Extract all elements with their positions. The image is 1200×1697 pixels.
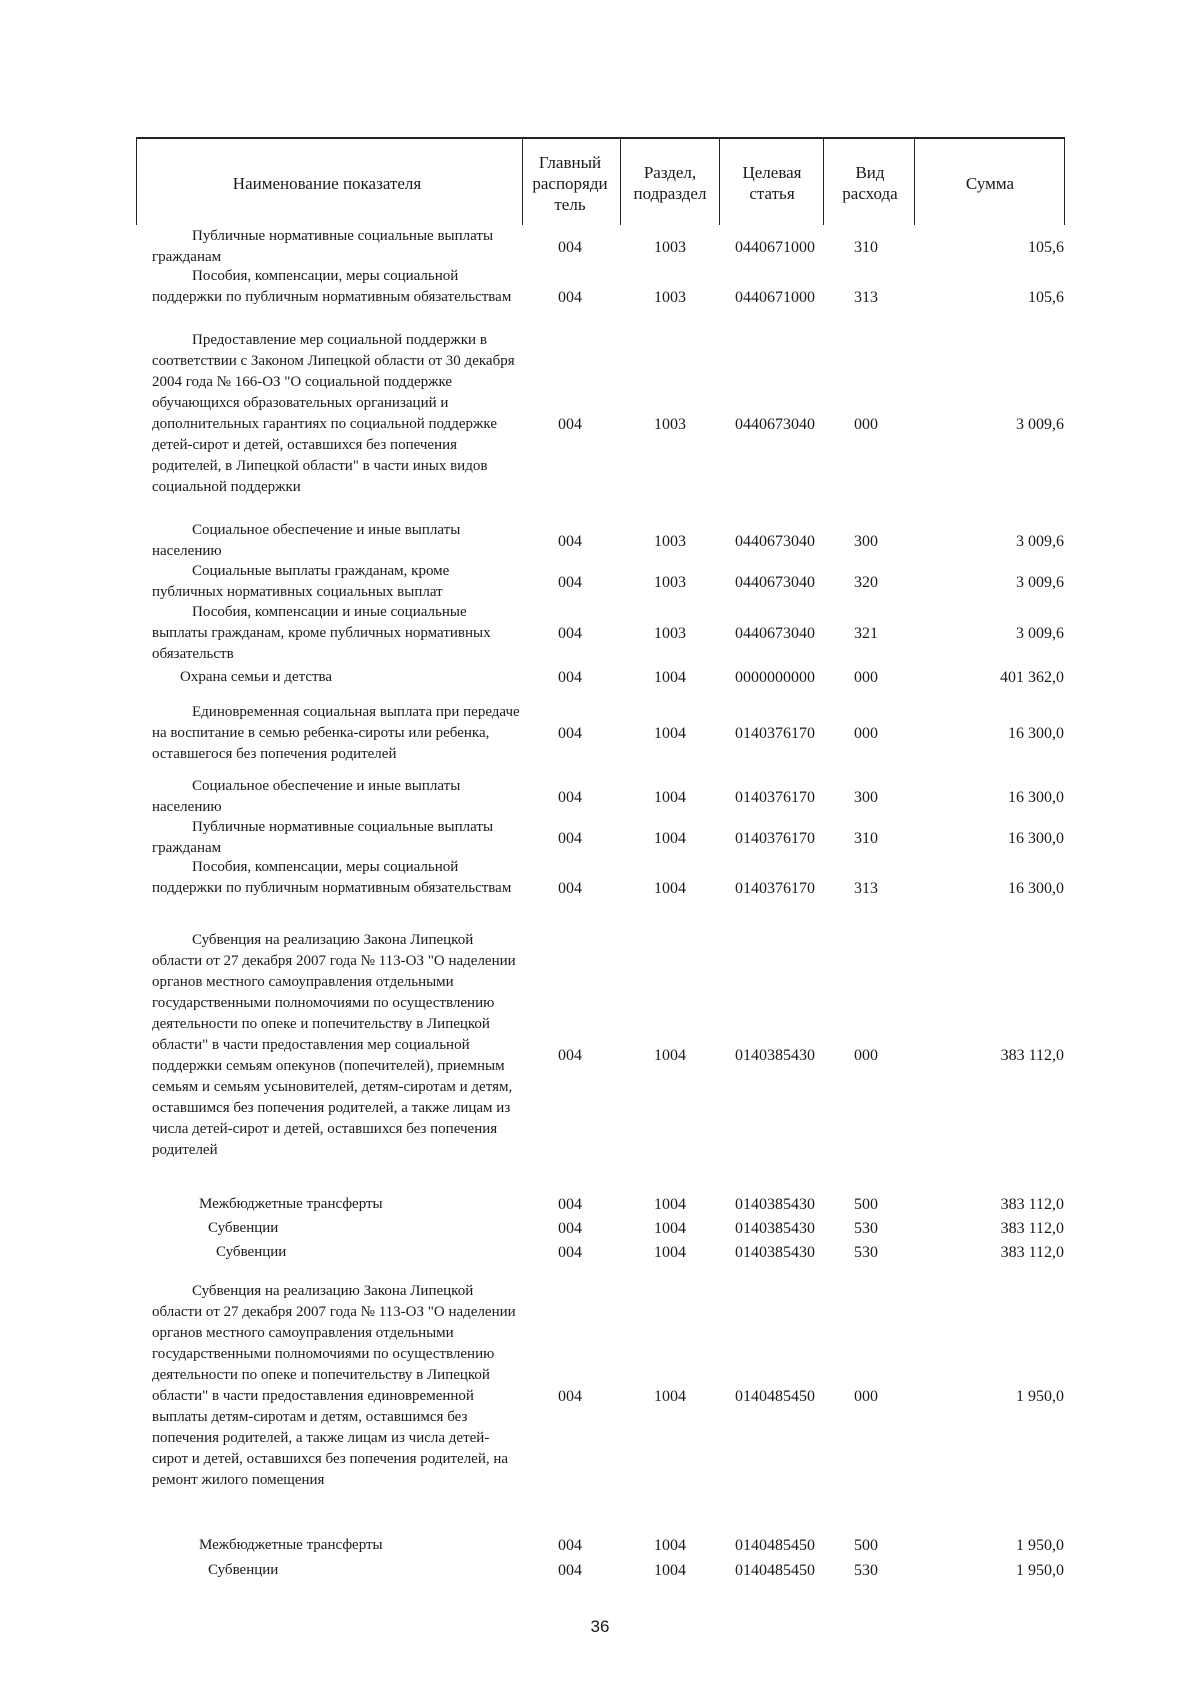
row-razdel: 1003 <box>654 574 686 591</box>
row-glavny: 004 <box>558 1562 582 1579</box>
row-summa: 383 112,0 <box>1000 1220 1064 1237</box>
row-razdel: 1004 <box>654 1220 686 1237</box>
row-vid: 530 <box>854 1220 878 1237</box>
row-summa: 105,6 <box>1028 289 1064 306</box>
row-name: Социальное обеспечение и иные выплаты населению <box>152 522 461 559</box>
row-glavny: 004 <box>558 1047 582 1064</box>
table-row <box>0 702 1200 765</box>
row-summa: 16 300,0 <box>1008 725 1064 742</box>
row-razdel: 1004 <box>654 1047 686 1064</box>
row-name: Социальные выплаты гражданам, кроме публичных нормативных социальных выплат <box>152 563 450 600</box>
row-name: Субвенция на реализацию Закона Липецкой области от 27 декабря 2007 года № 113-ОЗ "О наделении органов местного самоуправления отдельными государственными полномочиями по осуществлению деятельности по опеке и попечительству в Липецкой области" в части предоставления мер социальной поддержки семьям опекунов (попечителей), приемным семьям и семьям усыновителей, детям-сиротам и детям, оставшимся без попечения родителей, а также лицам из числа детей-сирот и детей, оставшихся без попечения родителей <box>152 932 516 1158</box>
row-celevaya: 0140385430 <box>735 1220 815 1237</box>
row-razdel: 1004 <box>654 1244 686 1261</box>
row-glavny: 004 <box>558 1244 582 1261</box>
row-celevaya: 0140485450 <box>735 1388 815 1405</box>
row-celevaya: 0140385430 <box>735 1047 815 1064</box>
row-summa: 3 009,6 <box>1016 533 1064 550</box>
row-summa: 16 300,0 <box>1008 789 1064 806</box>
row-name: Социальное обеспечение и иные выплаты населению <box>152 778 461 815</box>
row-summa: 1 950,0 <box>1016 1388 1064 1405</box>
row-celevaya: 0440673040 <box>735 416 815 433</box>
row-vid: 530 <box>854 1562 878 1579</box>
row-razdel: 1004 <box>654 789 686 806</box>
row-vid: 000 <box>854 416 878 433</box>
row-razdel: 1003 <box>654 625 686 642</box>
table-row <box>0 266 1200 329</box>
row-vid: 310 <box>854 830 878 847</box>
row-razdel: 1004 <box>654 1196 686 1213</box>
row-celevaya: 0440673040 <box>735 625 815 642</box>
row-celevaya: 0440671000 <box>735 289 815 306</box>
table-row <box>0 817 1200 859</box>
row-razdel: 1004 <box>654 830 686 847</box>
row-celevaya: 0140385430 <box>735 1244 815 1261</box>
row-vid: 313 <box>854 289 878 306</box>
row-vid: 000 <box>854 1388 878 1405</box>
header-glavny: Главный распоряди тель <box>532 152 608 214</box>
table-row <box>0 776 1200 818</box>
row-glavny: 004 <box>558 1220 582 1237</box>
row-glavny: 004 <box>558 574 582 591</box>
table-row <box>0 857 1200 920</box>
table-row <box>0 602 1200 665</box>
header-vid: Вид расхода <box>842 163 898 203</box>
header-divider <box>522 137 523 225</box>
header-divider <box>823 137 824 225</box>
row-summa: 383 112,0 <box>1000 1196 1064 1213</box>
row-vid: 500 <box>854 1196 878 1213</box>
row-razdel: 1004 <box>654 669 686 686</box>
row-summa: 3 009,6 <box>1016 625 1064 642</box>
table-header <box>136 137 1064 227</box>
row-name: Субвенции <box>208 1562 279 1578</box>
row-razdel: 1004 <box>654 880 686 897</box>
row-summa: 16 300,0 <box>1008 830 1064 847</box>
row-vid: 300 <box>854 533 878 550</box>
header-divider <box>620 137 621 225</box>
row-vid: 000 <box>854 669 878 686</box>
row-glavny: 004 <box>558 830 582 847</box>
row-vid: 320 <box>854 574 878 591</box>
row-glavny: 004 <box>558 289 582 306</box>
row-name: Субвенции <box>208 1220 279 1236</box>
row-razdel: 1003 <box>654 416 686 433</box>
row-name: Пособия, компенсации, меры социальной поддержки по публичным нормативным обязательствам <box>152 859 512 896</box>
table-row <box>0 330 1200 519</box>
row-celevaya: 0140376170 <box>735 789 815 806</box>
row-celevaya: 0000000000 <box>735 669 815 686</box>
row-razdel: 1004 <box>654 1388 686 1405</box>
row-name: Субвенция на реализацию Закона Липецкой области от 27 декабря 2007 года № 113-ОЗ "О наделении органов местного самоуправления отдельными государственными полномочиями по осуществлению деятельности по опеке и попечительству в Липецкой области" в части предоставления единовременной выплаты детям-сиротам и детям, оставшимся без попечения родителей, а также лицам из числа детей-сирот и детей, оставшихся без попечения родителей, на ремонт жилого помещения <box>152 1283 516 1488</box>
row-vid: 530 <box>854 1244 878 1261</box>
header-celevaya: Целевая статья <box>742 163 802 203</box>
row-razdel: 1004 <box>654 725 686 742</box>
row-glavny: 004 <box>558 880 582 897</box>
row-name: Межбюджетные трансферты <box>199 1537 383 1553</box>
table-row <box>0 1535 1200 1559</box>
row-celevaya: 0440671000 <box>735 239 815 256</box>
row-celevaya: 0140385430 <box>735 1196 815 1213</box>
header-summa: Сумма <box>965 173 1015 193</box>
header-divider <box>914 137 915 225</box>
table-row <box>0 1194 1200 1218</box>
row-vid: 300 <box>854 789 878 806</box>
row-name: Охрана семьи и детства <box>180 669 333 685</box>
table-row <box>0 1242 1200 1266</box>
row-name: Публичные нормативные социальные выплаты гражданам <box>152 819 494 856</box>
row-razdel: 1003 <box>654 239 686 256</box>
header-divider <box>1064 137 1065 225</box>
row-razdel: 1003 <box>654 533 686 550</box>
header-razdel: Раздел, подраздел <box>633 163 707 203</box>
header-name: Наименование показателя <box>232 173 422 193</box>
row-glavny: 004 <box>558 789 582 806</box>
row-vid: 310 <box>854 239 878 256</box>
row-vid: 313 <box>854 880 878 897</box>
row-glavny: 004 <box>558 725 582 742</box>
row-summa: 16 300,0 <box>1008 880 1064 897</box>
row-vid: 321 <box>854 625 878 642</box>
row-glavny: 004 <box>558 1196 582 1213</box>
row-celevaya: 0440673040 <box>735 574 815 591</box>
table-row <box>0 1560 1200 1584</box>
row-glavny: 004 <box>558 669 582 686</box>
table-row <box>0 930 1200 1182</box>
row-celevaya: 0140485450 <box>735 1537 815 1554</box>
row-celevaya: 0440673040 <box>735 533 815 550</box>
row-razdel: 1004 <box>654 1537 686 1554</box>
row-summa: 401 362,0 <box>1000 669 1064 686</box>
table-row <box>0 1281 1200 1512</box>
row-razdel: 1004 <box>654 1562 686 1579</box>
header-divider <box>136 137 137 225</box>
row-summa: 3 009,6 <box>1016 574 1064 591</box>
table-row <box>0 226 1200 268</box>
row-vid: 000 <box>854 725 878 742</box>
row-name: Пособия, компенсации, меры социальной поддержки по публичным нормативным обязательствам <box>152 268 512 305</box>
table-row <box>0 520 1200 562</box>
row-name: Публичные нормативные социальные выплаты гражданам <box>152 228 494 265</box>
row-vid: 500 <box>854 1537 878 1554</box>
row-glavny: 004 <box>558 239 582 256</box>
row-name: Субвенции <box>216 1244 287 1260</box>
row-name: Предоставление мер социальной поддержки в соответствии с Законом Липецкой области от 30 декабря 2004 года № 166-ОЗ "О социальной поддержке обучающихся образовательных организаций и дополнительных гарантиях по социальной поддержке детей-сирот и детей, оставшихся без попечения родителей, в Липецкой области" в части иных видов социальной поддержки <box>152 332 515 495</box>
row-name: Пособия, компенсации и иные социальные выплаты гражданам, кроме публичных нормативных обязательств <box>152 604 491 662</box>
row-glavny: 004 <box>558 625 582 642</box>
row-summa: 1 950,0 <box>1016 1562 1064 1579</box>
row-summa: 1 950,0 <box>1016 1537 1064 1554</box>
header-divider <box>719 137 720 225</box>
table-row <box>0 561 1200 603</box>
row-glavny: 004 <box>558 416 582 433</box>
page-number: 36 <box>590 1617 610 1636</box>
row-celevaya: 0140485450 <box>735 1562 815 1579</box>
row-summa: 383 112,0 <box>1000 1244 1064 1261</box>
row-celevaya: 0140376170 <box>735 880 815 897</box>
row-celevaya: 0140376170 <box>735 725 815 742</box>
row-razdel: 1003 <box>654 289 686 306</box>
row-name: Единовременная социальная выплата при передаче на воспитание в семью ребенка-сироты или ребенка, оставшегося без попечения родителей <box>152 704 520 762</box>
row-vid: 000 <box>854 1047 878 1064</box>
row-summa: 105,6 <box>1028 239 1064 256</box>
row-glavny: 004 <box>558 1537 582 1554</box>
row-summa: 383 112,0 <box>1000 1047 1064 1064</box>
row-celevaya: 0140376170 <box>735 830 815 847</box>
table-row <box>0 667 1200 691</box>
row-glavny: 004 <box>558 533 582 550</box>
table-row <box>0 1218 1200 1242</box>
row-name: Межбюджетные трансферты <box>199 1196 383 1212</box>
row-summa: 3 009,6 <box>1016 416 1064 433</box>
row-glavny: 004 <box>558 1388 582 1405</box>
